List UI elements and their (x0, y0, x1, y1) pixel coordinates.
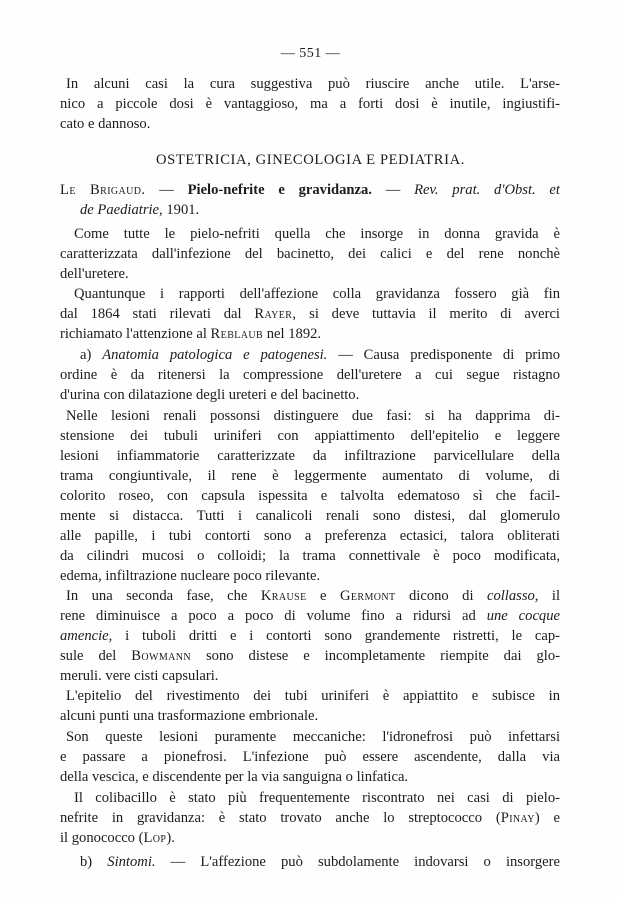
p6-line-1: L'epitelio del rivestimento dei tubi uriniferi è appiattito e subisce in (66, 688, 560, 704)
p7-line-3: della vescica, e discendente per la via sanguigna o linfatica. (60, 769, 409, 785)
p8-line-3-text-b: ). (166, 830, 175, 846)
p6-line-2: alcuni punti una trasformazione embrionale. (60, 708, 319, 724)
p4-line-9: edema, infiltrazione nucleare poco rilevante. (60, 568, 321, 584)
author-rayer: Rayer, (254, 306, 297, 322)
subsection-label-b: b) (80, 854, 93, 870)
author-reblaub: Reblaub (210, 326, 264, 342)
p4-line-8: da cilindri mucosi o colloidi; la trama connettivale è poco modificata, (60, 548, 560, 564)
author-bowmann: Bowmann (131, 648, 192, 664)
citation-line-1 (60, 180, 560, 200)
journal-name-cont: de Paediatrie, (80, 202, 163, 218)
p5-line-1-text-b: dicono di (409, 588, 474, 604)
p2-line-2-text-b: si deve tuttavia il merito di averci (309, 306, 560, 322)
p5-line-1-text: In una seconda fase, che (66, 588, 248, 604)
p5-line-3-text: i tuboli dritti e i contorti sono grandemente ristretti, le cap- (125, 628, 560, 644)
p8-line-2 (60, 808, 560, 828)
term-une-cocque: une cocque (486, 608, 560, 624)
p2-line-1: Quantunque i rapporti dell'affezione colla gravidanza fossero già fin (74, 286, 560, 302)
subsection-label-a: a) (80, 347, 92, 363)
citation-year: 1901. (166, 202, 200, 218)
p5-line-1 (66, 586, 560, 606)
p4-line-5: colorito roseo, con capsula ispessita e talvolta edematoso sì che facil- (60, 488, 560, 504)
citation-line-2 (80, 200, 560, 220)
author-lop: Lop (143, 830, 167, 846)
page-number: — 551 — (280, 46, 341, 61)
p1-line-1: Come tutte le pielo-nefriti quella che insorge in donna gravida è (74, 226, 560, 242)
p2-line-3-text-b: nel 1892. (266, 326, 322, 342)
p1-line-2: caratterizzata dall'infezione del bacinetto, dei calici e del rene nonchè (60, 246, 560, 262)
citation-author: Le Brigaud. (60, 182, 146, 198)
p3-line-1 (80, 345, 560, 365)
p5-line-1-text-c: il (551, 588, 561, 604)
p2-line-3 (60, 324, 560, 344)
term-amencie: amencie, (60, 628, 113, 644)
p4-line-6: mente si distacca. Tutti i canalicoli renali sono distesi, dal glomerulo (60, 508, 560, 524)
p7-line-2: e passare a pionefrosi. L'infezione può essere ascendente, dalla via (60, 749, 560, 765)
citation-dash-2: — (385, 182, 401, 198)
p3-line-3: d'urina con dilatazione degli ureteri e del bacinetto. (60, 387, 360, 403)
p5-line-3 (60, 626, 560, 646)
p4-line-7: alle papille, i tubi contorti sono a preferenza ectasici, talora obliterati (60, 528, 560, 544)
section-heading: OSTETRICIA, GINECOLOGIA E PEDIATRIA. (156, 152, 465, 168)
p2-line-3-text: richiamato l'attenzione al (60, 326, 207, 342)
p8-line-3 (60, 828, 560, 848)
author-germont: Germont (339, 588, 396, 604)
p1-line-3: dell'uretere. (60, 266, 129, 282)
p5-line-2-text: rene diminuisce a poco a poco di volume fino a ridursi ad (60, 608, 476, 624)
p5-line-4-text: sule del (60, 648, 117, 664)
p8-line-2-text: nefrite in gravidanza: è stato trovato anche lo streptococco ( (60, 810, 501, 826)
intro-line-3: cato e dannoso. (60, 116, 151, 132)
intro-line-1: In alcuni casi la cura suggestiva può riuscire anche utile. L'arse- (66, 76, 560, 92)
p7-line-1: Son queste lesioni puramente meccaniche: l'idronefrosi può infettarsi (66, 729, 560, 745)
p3-line-1-text: — Causa predisponente di primo (338, 347, 560, 363)
term-collasso: collasso, (486, 588, 539, 604)
subsection-title-sintomi: Sintomi. (107, 854, 156, 870)
p5-line-2 (60, 606, 560, 626)
p9-line-1-text: — L'affezione può subdolamente indovarsi o insorgere (170, 854, 560, 870)
p5-line-4 (60, 646, 560, 666)
p5-line-1-and: e (320, 588, 327, 604)
p8-line-1: Il colibacillo è stato più frequentemente riscontrato nei casi di pielo- (74, 790, 560, 806)
citation-dash: — (159, 182, 174, 198)
p5-line-4-text-b: sono distese e incompletamente riempite dai glo- (206, 648, 560, 664)
p2-line-2-text: dal 1864 stati rilevati dal (60, 306, 242, 322)
subsection-title-anatomia: Anatomia patologica e patogenesi. (102, 347, 328, 363)
p4-line-3: lesioni infiammatorie caratterizzate da infiltrazione parvicellulare della (60, 448, 560, 464)
p9-line-1 (80, 852, 560, 872)
p8-line-2-text-b: ) e (534, 810, 560, 826)
p4-line-4: trama congiuntivale, il rene è leggermente aumentato di volume, di (60, 468, 560, 484)
journal-name: Rev. prat. d'Obst. et (414, 182, 560, 198)
p3-line-2: ordine è da ritenersi la compressione dell'uretere a cui segue ristagno (60, 367, 560, 383)
author-pinay: Pinay (500, 810, 535, 826)
p5-line-5: meruli. vere cisti capsulari. (60, 668, 219, 684)
p4-line-2: stensione dei tubuli uriniferi con appiattimento dell'epitelio e leggere (60, 428, 560, 444)
p8-line-3-text: il gonococco ( (60, 830, 144, 846)
article-title: Pielo-nefrite e gravidanza. (187, 182, 372, 198)
author-krause: Krause (260, 588, 307, 604)
p4-line-1: Nelle lesioni renali possonsi distinguere due fasi: si ha dapprima di- (66, 408, 560, 424)
intro-line-2: nico a piccole dosi è vantaggioso, ma a forti dosi è inutile, ingiustifi- (60, 96, 560, 112)
p2-line-2 (60, 304, 560, 324)
